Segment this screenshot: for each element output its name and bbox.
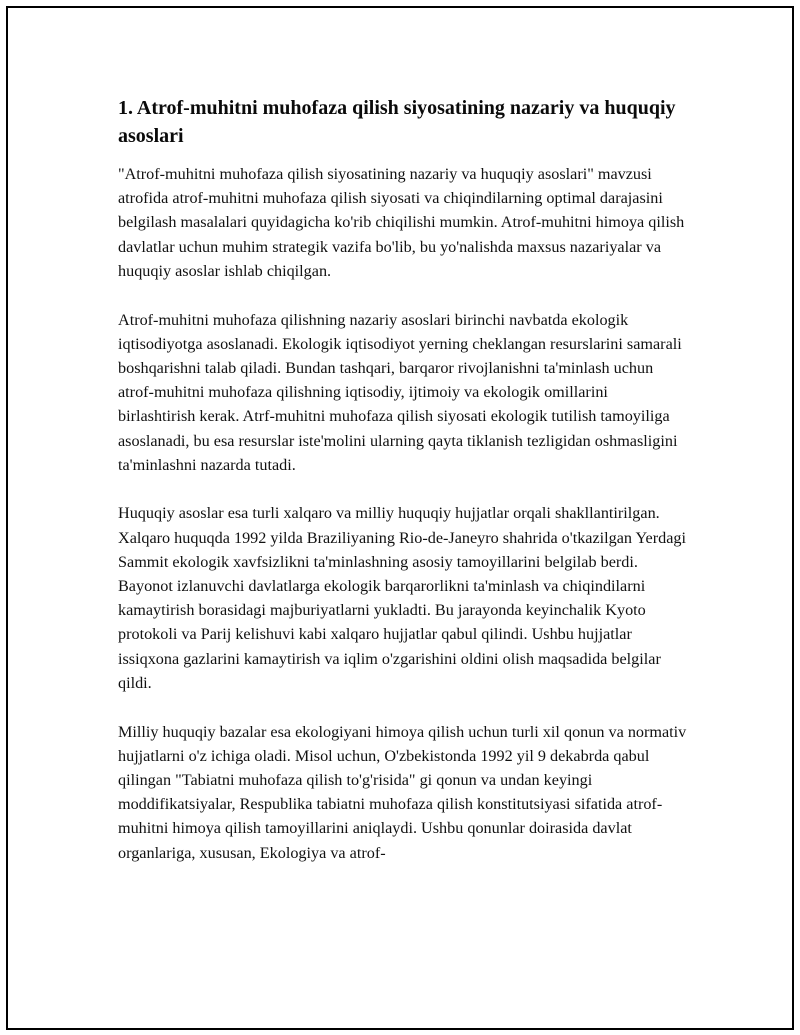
section-heading: 1. Atrof-muhitni muhofaza qilish siyosatining nazariy va huquqiy asoslari (118, 97, 676, 147)
paragraph-national-law: Milliy huquqiy bazalar esa ekologiyani himoya qilish uchun turli xil qonun va normativ hujjatlarni o'z ichiga oladi. Misol uchun, O'zbekistonda 1992 yil 9 dekabrda qabul qilingan "Tabiatni muhofaza qilish to'g'risida" gi qonun va undan keyingi moddifikatsiyalar, Respublika tabiatni muhofaza qilish konstitutsiyasi sifatida atrof-muhitni himoya qilish tamoyillarini aniqlaydi. Ushbu qonunlar doirasida davlat organlariga, xususan, Ekologiya va atrof- (118, 722, 687, 862)
paragraph-international-law: Huquqiy asoslar esa turli xalqaro va milliy huquqiy hujjatlar orqali shakllantirilgan. Xalqaro huquqda 1992 yilda Braziliyaning Rio-de-Janeyro shahrida o'tkazilgan Yerdagi Sammit ekologik xavfsizlikni ta'minlashning asosiy tamoyillarini belgilab berdi. Bayonot izlanuvchi davlatlarga ekologik barqarorlikni ta'minlash va chiqindilarni kamaytirish borasidagi majburiyatlarni yukladti. Bu jarayonda keyinchalik Kyoto protokoli va Parij kelishuvi kabi xalqaro hujjatlar qabul qilindi. Ushbu hujjatlar issiqxona gazlarini kamaytirish va iqlim o'zgarishini oldini olish maqsadida belgilar qildi. (118, 504, 686, 692)
paragraph-intro: "Atrof-muhitni muhofaza qilish siyosatining nazariy va huquqiy asoslari" mavzusi atrofida atrof-muhitni muhofaza qilish siyosati va chiqindilarning optimal darajasini belgilash masalalari quyidagicha ko'rib chiqilishi mumkin. Atrof-muhitni himoya qilish davlatlar uchun muhim strategik vazifa bo'lib, bu yo'nalishda maxsus nazariyalar va huquqiy asoslar ishlab chiqilgan. (118, 165, 685, 280)
paragraph-theory: Atrof-muhitni muhofaza qilishning nazariy asoslari birinchi navbatda ekologik iqtisodiyotga asoslanadi. Ekologik iqtisodiyot yerning cheklangan resurslarini samarali boshqarishni talab qiladi. Bundan tashqari, barqaror rivojlanishni ta'minlash uchun atrof-muhitni muhofaza qilishning iqtisodiy, ijtimoiy va ekologik omillarini birlashtirish kerak. Atrf-muhitni muhofaza qilish siyosati ekologik tutilish tamoyiliga asoslanadi, bu esa resurslar iste'molini ularning qayta tiklanish tezligidan oshmasligini ta'minlashni nazarda tutadi. (118, 310, 682, 474)
document-body (118, 94, 688, 889)
